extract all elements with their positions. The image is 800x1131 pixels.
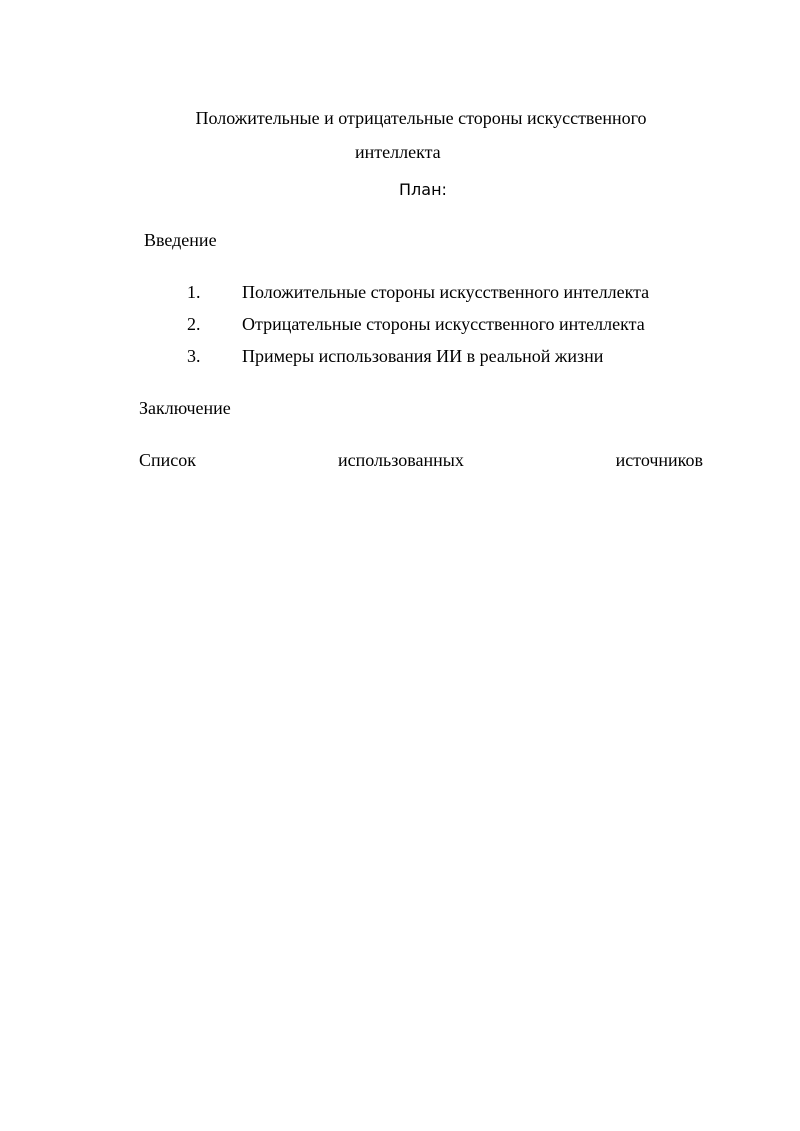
document-title-line-2: интеллекта xyxy=(355,142,441,162)
introduction-item: Введение xyxy=(144,230,217,250)
toc-item xyxy=(0,314,800,338)
sources-word: использованных xyxy=(338,450,464,470)
toc-item xyxy=(0,282,800,306)
sources-item xyxy=(139,450,703,474)
toc-item-text: Примеры использования ИИ в реальной жизни xyxy=(242,346,604,366)
toc-item xyxy=(0,346,800,370)
toc-item-number: 3. xyxy=(187,346,201,366)
document-title-line-1: Положительные и отрицательные стороны искусственного xyxy=(195,108,647,128)
sources-word: Список xyxy=(139,450,197,470)
toc-item-number: 1. xyxy=(187,282,201,302)
toc-item-text: Отрицательные стороны искусственного интеллекта xyxy=(242,314,645,334)
toc-item-text: Положительные стороны искусственного интеллекта xyxy=(242,282,650,302)
conclusion-item: Заключение xyxy=(139,398,231,418)
toc-item-number: 2. xyxy=(187,314,201,334)
sources-word: источников xyxy=(615,450,703,470)
plan-heading: План: xyxy=(399,180,447,199)
